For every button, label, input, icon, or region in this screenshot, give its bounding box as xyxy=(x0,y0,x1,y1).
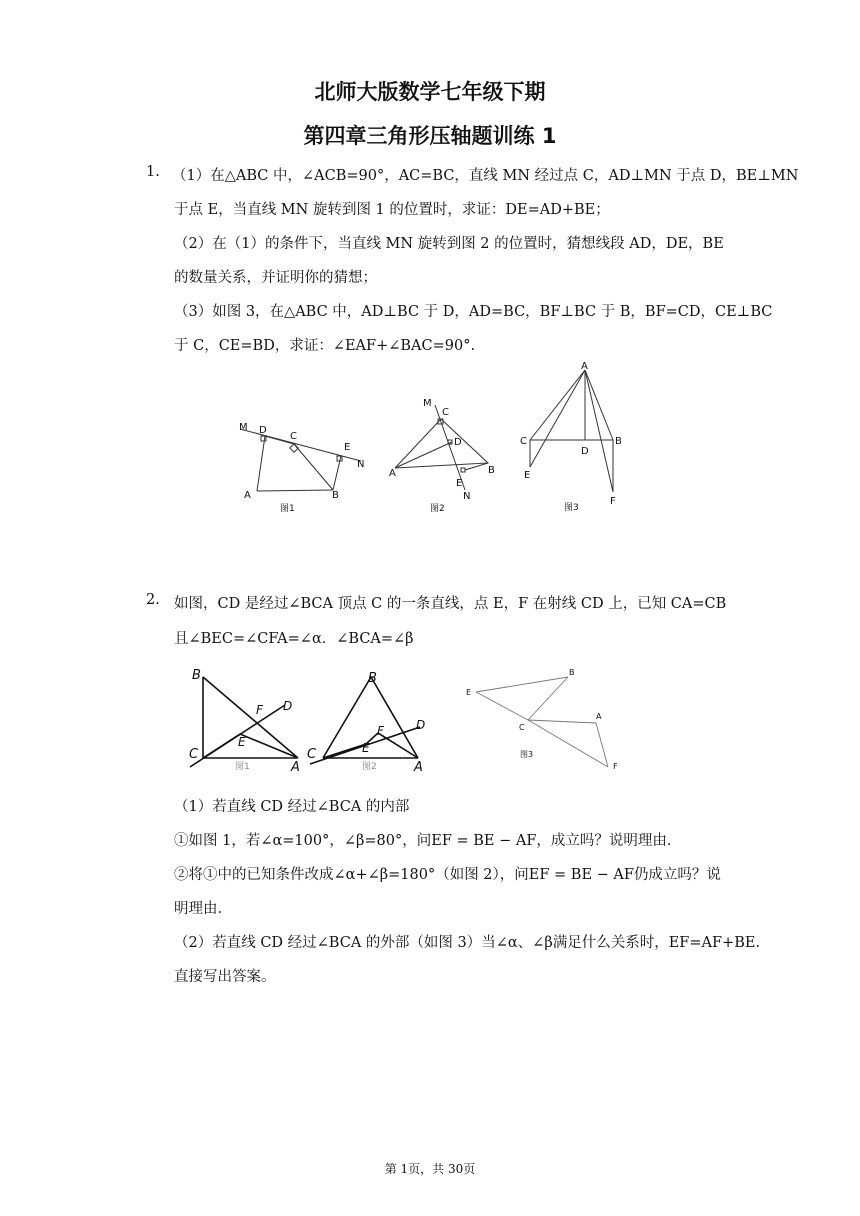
fig-caption: 图1 xyxy=(280,504,295,514)
fig-label: N xyxy=(463,491,471,502)
fig-label: E xyxy=(344,442,351,453)
q2-line: （2）若直线 CD 经过∠BCA 的外部（如图 3）当∠α、∠β满足什么关系时，EF=AF+BE. xyxy=(174,935,761,951)
fig-label: C xyxy=(290,431,297,442)
fig-label: B xyxy=(569,668,575,677)
q1-line: （1）在△ABC 中，∠ACB=90°，AC=BC，直线 MN 经过点 C，AD⊥MN 于点 D，BE⊥MN xyxy=(172,168,799,184)
q1-line: 的数量关系，并证明你的猜想； xyxy=(174,270,377,286)
q2-number: 2. xyxy=(146,592,160,608)
q2-line: ①如图 1，若∠α=100°，∠β=80°，问EF = BE − AF，成立吗？说明理由． xyxy=(174,833,682,849)
fig-label: E xyxy=(238,735,246,749)
fig-label: B xyxy=(368,671,377,686)
fig-label: C xyxy=(307,747,317,762)
q2-line: （1）若直线 CD 经过∠BCA 的内部 xyxy=(174,799,410,815)
fig-label: A xyxy=(389,468,396,479)
fig-caption: 图2 xyxy=(430,504,445,514)
q1-line: （2）在（1）的条件下，当直线 MN 旋转到图 2 的位置时，猜想线段 AD，DE，BE xyxy=(174,236,724,252)
fig-label: D xyxy=(581,446,589,457)
fig-label: E xyxy=(524,470,531,481)
q2-line: 明理由． xyxy=(174,901,232,917)
fig-label: C xyxy=(520,436,527,447)
doc-subtitle: 第四章三角形压轴题训练 1 xyxy=(303,124,557,148)
q2-line: 如图，CD 是经过∠BCA 顶点 C 的一条直线，点 E，F 在射线 CD 上，已知 CA=CB xyxy=(174,596,727,612)
fig-label: F xyxy=(613,762,618,771)
fig-label: M xyxy=(423,398,432,409)
fig-label: A xyxy=(244,490,251,501)
q2-line: 且∠BEC=∠CFA=∠α．∠BCA=∠β xyxy=(174,631,414,647)
fig-label: A xyxy=(581,361,588,372)
q2-line: 直接写出答案。 xyxy=(174,969,276,985)
fig-label: C xyxy=(519,723,525,732)
fig-label: B xyxy=(192,668,201,683)
q1-figure-3 xyxy=(515,360,635,520)
q1-number: 1. xyxy=(146,164,160,180)
fig-label: B xyxy=(488,465,495,476)
fig-label: E xyxy=(362,741,370,755)
fig-label: M xyxy=(239,422,248,433)
fig-caption: 图1 xyxy=(235,762,250,772)
q1-line: （3）如图 3，在△ABC 中，AD⊥BC 于 D，AD=BC，BF⊥BC 于 B，BF=CD，CE⊥BC xyxy=(174,304,773,320)
fig-label: F xyxy=(256,703,263,717)
fig-label: D xyxy=(259,425,267,436)
doc-title: 北师大版数学七年级下期 xyxy=(314,80,546,104)
q2-line: ②将①中的已知条件改成∠α+∠β=180°（如图 2），问EF = BE − AF仍成立吗？说 xyxy=(174,867,721,883)
fig-label: N xyxy=(357,459,365,470)
fig-label: A xyxy=(414,760,423,775)
fig-label: E xyxy=(456,478,463,489)
q2-figure-3 xyxy=(460,663,630,778)
fig-label: D xyxy=(416,718,426,732)
q1-figure-2 xyxy=(385,395,505,520)
fig-label: F xyxy=(377,724,384,738)
fig-label: E xyxy=(466,688,472,697)
q1-line: 于 C，CE=BD，求证：∠EAF+∠BAC=90°. xyxy=(174,338,476,354)
fig-label: A xyxy=(596,712,602,721)
fig-label: C xyxy=(442,407,449,418)
q1-figure-1 xyxy=(235,415,375,520)
q2-figure-2 xyxy=(305,663,430,778)
q1-line: 于点 E，当直线 MN 旋转到图 1 的位置时，求证：DE=AD+BE； xyxy=(174,202,610,218)
fig-label: B xyxy=(615,436,622,447)
fig-label: A xyxy=(291,760,300,775)
page-footer: 第 1页，共 30页 xyxy=(384,1162,476,1176)
fig-label: D xyxy=(283,699,293,713)
fig-caption: 图3 xyxy=(520,750,534,759)
q2-figure-1 xyxy=(180,663,305,778)
fig-caption: 图2 xyxy=(362,762,377,772)
fig-label: F xyxy=(610,496,616,507)
fig-label: D xyxy=(454,437,462,448)
fig-label: C xyxy=(189,747,199,762)
fig-label: B xyxy=(332,490,339,501)
fig-caption: 图3 xyxy=(564,503,579,513)
